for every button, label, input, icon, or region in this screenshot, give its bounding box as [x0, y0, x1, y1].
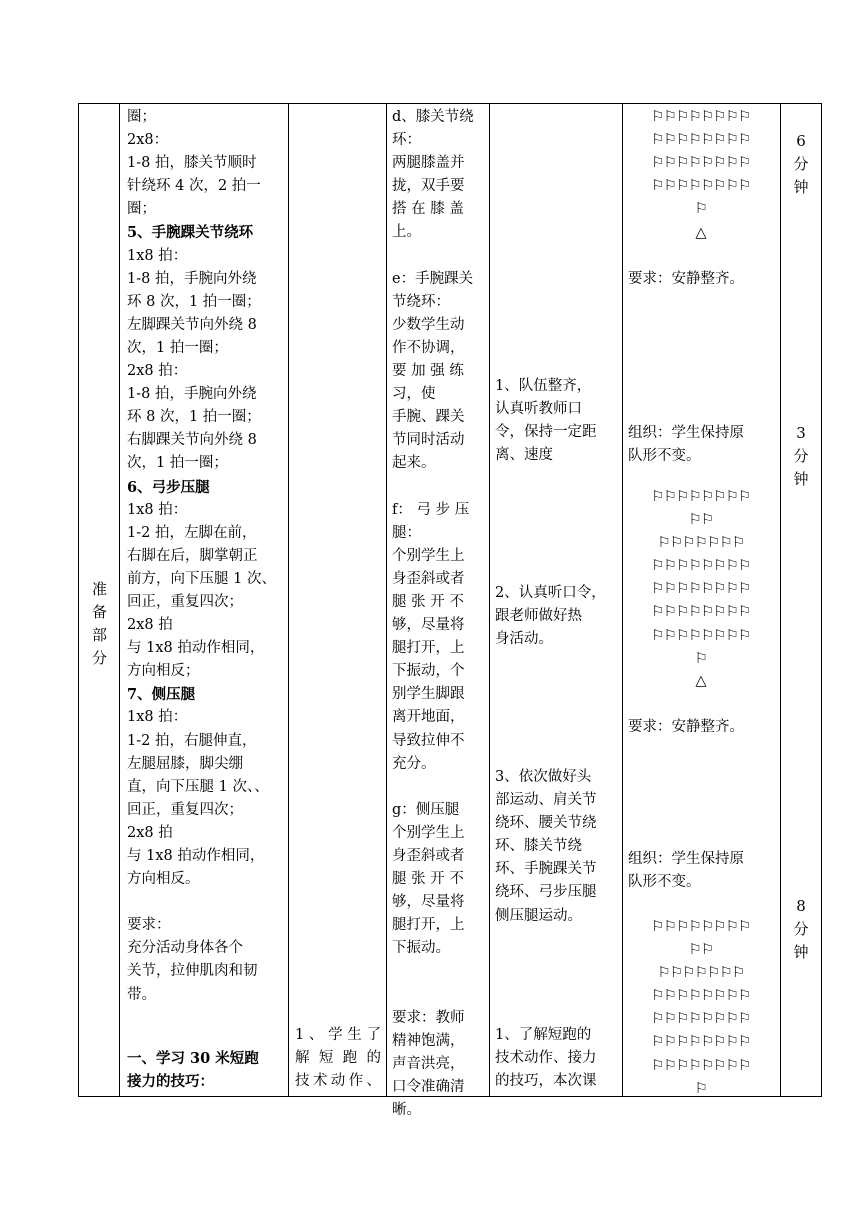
difficulty-line: 够，尽量将: [392, 617, 465, 634]
difficulty-line: 要 加 强 练: [392, 363, 464, 380]
organization-line: 队形不变。: [628, 874, 701, 891]
content-line: [127, 891, 282, 914]
content-line: 前方，向下压腿 1 次、: [127, 570, 276, 587]
difficulty-line: 腿 张 开 不: [392, 871, 464, 888]
organization-line: 组织：学生保持原: [628, 425, 744, 441]
content-line: 与 1x8 拍动作相同，: [127, 848, 265, 864]
difficulty-line: 上。: [392, 224, 421, 241]
difficulty-line: 离开地面，: [392, 709, 465, 726]
student-line: 部运动、肩关节: [495, 792, 597, 809]
difficulty-line: 要求：教师: [392, 1009, 465, 1026]
difficulty-line: 充分。: [392, 755, 436, 772]
content-line: 环 8 次，1 拍一圈；: [127, 409, 261, 426]
content-line: 1-8 拍，手腕向外绕: [127, 270, 257, 287]
student-flag-row: ⚐: [694, 650, 708, 667]
content-heading-line: 一、学习 30 米短跑: [127, 1050, 259, 1067]
student-flag-row: ⚐⚐: [688, 942, 714, 959]
difficulty-line: 拢，双手要: [392, 178, 465, 195]
difficulty-lines: [392, 106, 482, 1122]
requirement-1: [628, 268, 774, 291]
difficulty-line: 个别学生上: [392, 547, 465, 564]
objective-lines: [295, 1024, 381, 1093]
requirement-text: 要求：安静整齐。: [628, 719, 744, 735]
column-divider: [489, 104, 490, 1096]
difficulty-line: 下振动。: [392, 940, 450, 957]
organization-line: 组织：学生保持原: [628, 851, 744, 867]
student-line: 1、队伍整齐，: [495, 378, 592, 394]
teacher-mark: [628, 670, 774, 693]
student-line: 跟老师做好热: [495, 608, 582, 625]
difficulty-line: e：手腕踝关: [392, 270, 474, 287]
difficulty-line: 下振动，个: [392, 663, 465, 680]
difficulty-line: 腿打开，上: [392, 917, 465, 934]
difficulty-line: 作不协调，: [392, 339, 465, 356]
difficulty-line: f： 弓 步 压: [392, 501, 470, 518]
organization-1: [628, 422, 774, 468]
time-column: [781, 104, 821, 1096]
content-line: 1x8 拍：: [127, 501, 188, 518]
time-unit: 分: [793, 155, 809, 173]
objective-line: 1、学生了: [295, 1027, 381, 1043]
difficulty-line: 个别学生上: [392, 824, 465, 841]
student-line: 离、速度: [495, 447, 553, 464]
difficulty-column: [392, 104, 482, 1119]
difficulty-line: 少数学生动: [392, 316, 465, 333]
difficulty-line: [392, 476, 482, 499]
time-1: [781, 130, 821, 199]
content-line: 方向相反。: [127, 871, 200, 888]
content-line: 1-8 拍，手腕向外绕: [127, 386, 257, 403]
student-line: 3、依次做好头: [495, 769, 592, 785]
difficulty-line: [392, 984, 482, 1007]
difficulty-line: 两腿膝盖并: [392, 155, 465, 172]
difficulty-line: 晰。: [392, 1102, 421, 1119]
content-line: 圈；: [127, 201, 156, 218]
student-flag-row: ⚐⚐⚐⚐⚐⚐⚐⚐: [651, 178, 751, 195]
student-flag-row: ⚐⚐⚐⚐⚐⚐⚐⚐: [651, 581, 751, 598]
content-line: 圈；: [127, 109, 156, 125]
difficulty-line: [392, 245, 482, 268]
difficulty-line: [392, 960, 482, 983]
content-line: 2x8 拍：: [127, 363, 188, 380]
difficulty-line: 身歪斜或者: [392, 570, 465, 587]
student-activity-column: [495, 104, 616, 1096]
content-line: 关节，拉伸肌肉和韧: [127, 963, 258, 980]
content-line: 1x8 拍：: [127, 247, 188, 264]
student-flag-row: ⚐: [694, 1080, 708, 1097]
student-line: 环、膝关节绕: [495, 838, 582, 855]
student-activity-2: [495, 582, 616, 651]
difficulty-line: 腿 张 开 不: [392, 593, 464, 610]
student-line: 绕环、弓步压腿: [495, 884, 597, 901]
requirement-2: [628, 716, 774, 739]
content-line: 左脚踝关节向外绕 8: [127, 316, 257, 333]
student-line: 绕环、腰关节绕: [495, 815, 597, 832]
difficulty-line: 手腕、踝关: [392, 409, 465, 426]
difficulty-line: 节绕环：: [392, 293, 450, 310]
difficulty-line: 搭 在 膝 盖: [392, 201, 464, 218]
objective-line: 技术动作、: [295, 1073, 381, 1090]
content-line: 1-8 拍，膝关节顺时: [127, 155, 257, 172]
objective-line: 解短跑的: [295, 1050, 381, 1067]
student-flag-row: ⚐⚐⚐⚐⚐⚐⚐: [657, 965, 745, 982]
content-line: 环 8 次，1 拍一圈；: [127, 293, 261, 310]
difficulty-line: 环：: [392, 132, 421, 149]
lesson-plan-table: [78, 103, 822, 1119]
teacher-triangle-icon: △: [695, 673, 707, 689]
student-line: 的技巧，本次课: [495, 1073, 597, 1090]
requirement-text: 要求：安静整齐。: [628, 271, 744, 287]
formation-block-3: [628, 916, 774, 1101]
formation-block-2: [628, 486, 774, 671]
time-value: 3: [796, 424, 806, 442]
difficulty-line: 够，尽量将: [392, 894, 465, 911]
content-line: 直，向下压腿 1 次、、: [127, 778, 269, 795]
student-flag-row: ⚐⚐⚐⚐⚐⚐⚐⚐: [651, 919, 751, 935]
content-line: 方向相反；: [127, 663, 200, 680]
section-label-char: 准: [91, 582, 107, 598]
time-value: 6: [796, 132, 806, 150]
difficulty-line: 腿：: [392, 524, 421, 541]
objective-column: [295, 104, 381, 1096]
student-line: 1、了解短跑的: [495, 1027, 592, 1043]
difficulty-line: 声音洪亮，: [392, 1055, 465, 1072]
student-flag-row: ⚐: [694, 201, 708, 218]
difficulty-line: 习，使: [392, 386, 436, 403]
time-unit: 钟: [793, 178, 809, 196]
difficulty-line: 别学生脚跟: [392, 686, 465, 703]
content-line: 右脚在后，脚掌朝正: [127, 547, 258, 564]
student-flag-row: ⚐⚐⚐⚐⚐⚐⚐⚐: [651, 489, 751, 505]
content-column: [127, 104, 282, 1096]
student-activity-4: [495, 1024, 616, 1093]
section-label-char: 部: [91, 628, 107, 644]
student-flag-row: ⚐⚐⚐⚐⚐⚐⚐⚐: [651, 988, 751, 1005]
student-line: 侧压腿运动。: [495, 907, 582, 924]
student-flag-row: ⚐⚐⚐⚐⚐⚐⚐: [657, 535, 745, 552]
column-divider: [386, 104, 387, 1096]
student-flag-row: ⚐⚐: [688, 512, 714, 529]
student-flag-row: ⚐⚐⚐⚐⚐⚐⚐⚐: [651, 109, 751, 125]
content-heading-line: 接力的技巧：: [127, 1073, 214, 1091]
student-line: 技术动作、接力: [495, 1050, 597, 1067]
time-value: 8: [796, 897, 806, 915]
student-activity-1: [495, 375, 616, 467]
time-unit: 分: [793, 447, 809, 465]
content-line: 次，1 拍一圈；: [127, 455, 228, 472]
time-2: [781, 422, 821, 491]
difficulty-line: 口令准确清: [392, 1078, 465, 1095]
student-line: 身活动。: [495, 631, 553, 648]
column-divider: [622, 104, 623, 1096]
content-line: 2x8：: [127, 132, 169, 149]
student-line: 认真听教师口: [495, 401, 582, 418]
content-line: 要求：: [127, 917, 171, 934]
student-line: 2、认真听口令，: [495, 585, 606, 601]
content-line: 带。: [127, 986, 156, 1003]
content-line: 1x8 拍：: [127, 709, 188, 726]
content-line: 2x8 拍: [127, 617, 173, 634]
column-divider: [288, 104, 289, 1096]
content-line: 次，1 拍一圈；: [127, 339, 228, 356]
content-line: 1-2 拍，右腿伸直，: [127, 732, 257, 749]
student-line: 令，保持一定距: [495, 424, 597, 441]
student-flag-row: ⚐⚐⚐⚐⚐⚐⚐⚐: [651, 1057, 751, 1074]
content-line: 6、弓步压腿: [127, 478, 210, 496]
student-activity-3: [495, 766, 616, 928]
content-line: 右脚踝关节向外绕 8: [127, 432, 257, 449]
difficulty-line: 起来。: [392, 455, 436, 472]
student-flag-row: ⚐⚐⚐⚐⚐⚐⚐⚐: [651, 558, 751, 575]
difficulty-line: g：侧压腿: [392, 801, 460, 818]
content-line: 回正，重复四次；: [127, 593, 243, 610]
section-label-char: 备: [91, 605, 107, 621]
teacher-triangle-icon: △: [695, 225, 707, 241]
content-line: 5、手腕踝关节绕环: [127, 224, 254, 242]
student-flag-row: ⚐⚐⚐⚐⚐⚐⚐⚐: [651, 604, 751, 621]
student-flag-row: ⚐⚐⚐⚐⚐⚐⚐⚐: [651, 155, 751, 172]
content-lines: [127, 106, 282, 1007]
time-unit: 钟: [793, 943, 809, 961]
content-line: 针绕环 4 次，2 拍一: [127, 178, 261, 195]
time-3: [781, 895, 821, 964]
time-unit: 钟: [793, 470, 809, 488]
student-line: 环、手腕踝关节: [495, 861, 597, 878]
teacher-mark: [628, 222, 774, 245]
organization-line: 队形不变。: [628, 448, 701, 465]
organization-column: [628, 104, 774, 1096]
content-line: 2x8 拍: [127, 824, 173, 841]
difficulty-line: [392, 776, 482, 799]
difficulty-line: 导致拉伸不: [392, 732, 465, 749]
difficulty-line: 精神饱满，: [392, 1032, 465, 1049]
section-label-char: 分: [91, 651, 107, 667]
organization-2: [628, 848, 774, 894]
student-flag-row: ⚐⚐⚐⚐⚐⚐⚐⚐: [651, 1034, 751, 1051]
content-line: 7、侧压腿: [127, 686, 196, 704]
section-label: [79, 579, 120, 671]
difficulty-line: d、膝关节绕: [392, 109, 474, 125]
content-line: 充分活动身体各个: [127, 940, 243, 957]
student-flag-row: ⚐⚐⚐⚐⚐⚐⚐⚐: [651, 627, 751, 644]
student-flag-row: ⚐⚐⚐⚐⚐⚐⚐⚐: [651, 1011, 751, 1028]
content-line: 回正，重复四次；: [127, 801, 243, 818]
content-bottom: [127, 1047, 282, 1093]
content-line: 1-2 拍，左脚在前，: [127, 524, 257, 541]
content-line: 左腿屈膝，脚尖绷: [127, 755, 243, 772]
student-flag-row: ⚐⚐⚐⚐⚐⚐⚐⚐: [651, 132, 751, 149]
difficulty-line: 腿打开，上: [392, 640, 465, 657]
time-unit: 分: [793, 920, 809, 938]
formation-block-1: [628, 106, 774, 221]
difficulty-line: 节同时活动: [392, 432, 465, 449]
difficulty-line: 身歪斜或者: [392, 848, 465, 864]
content-line: 与 1x8 拍动作相同，: [127, 640, 265, 657]
